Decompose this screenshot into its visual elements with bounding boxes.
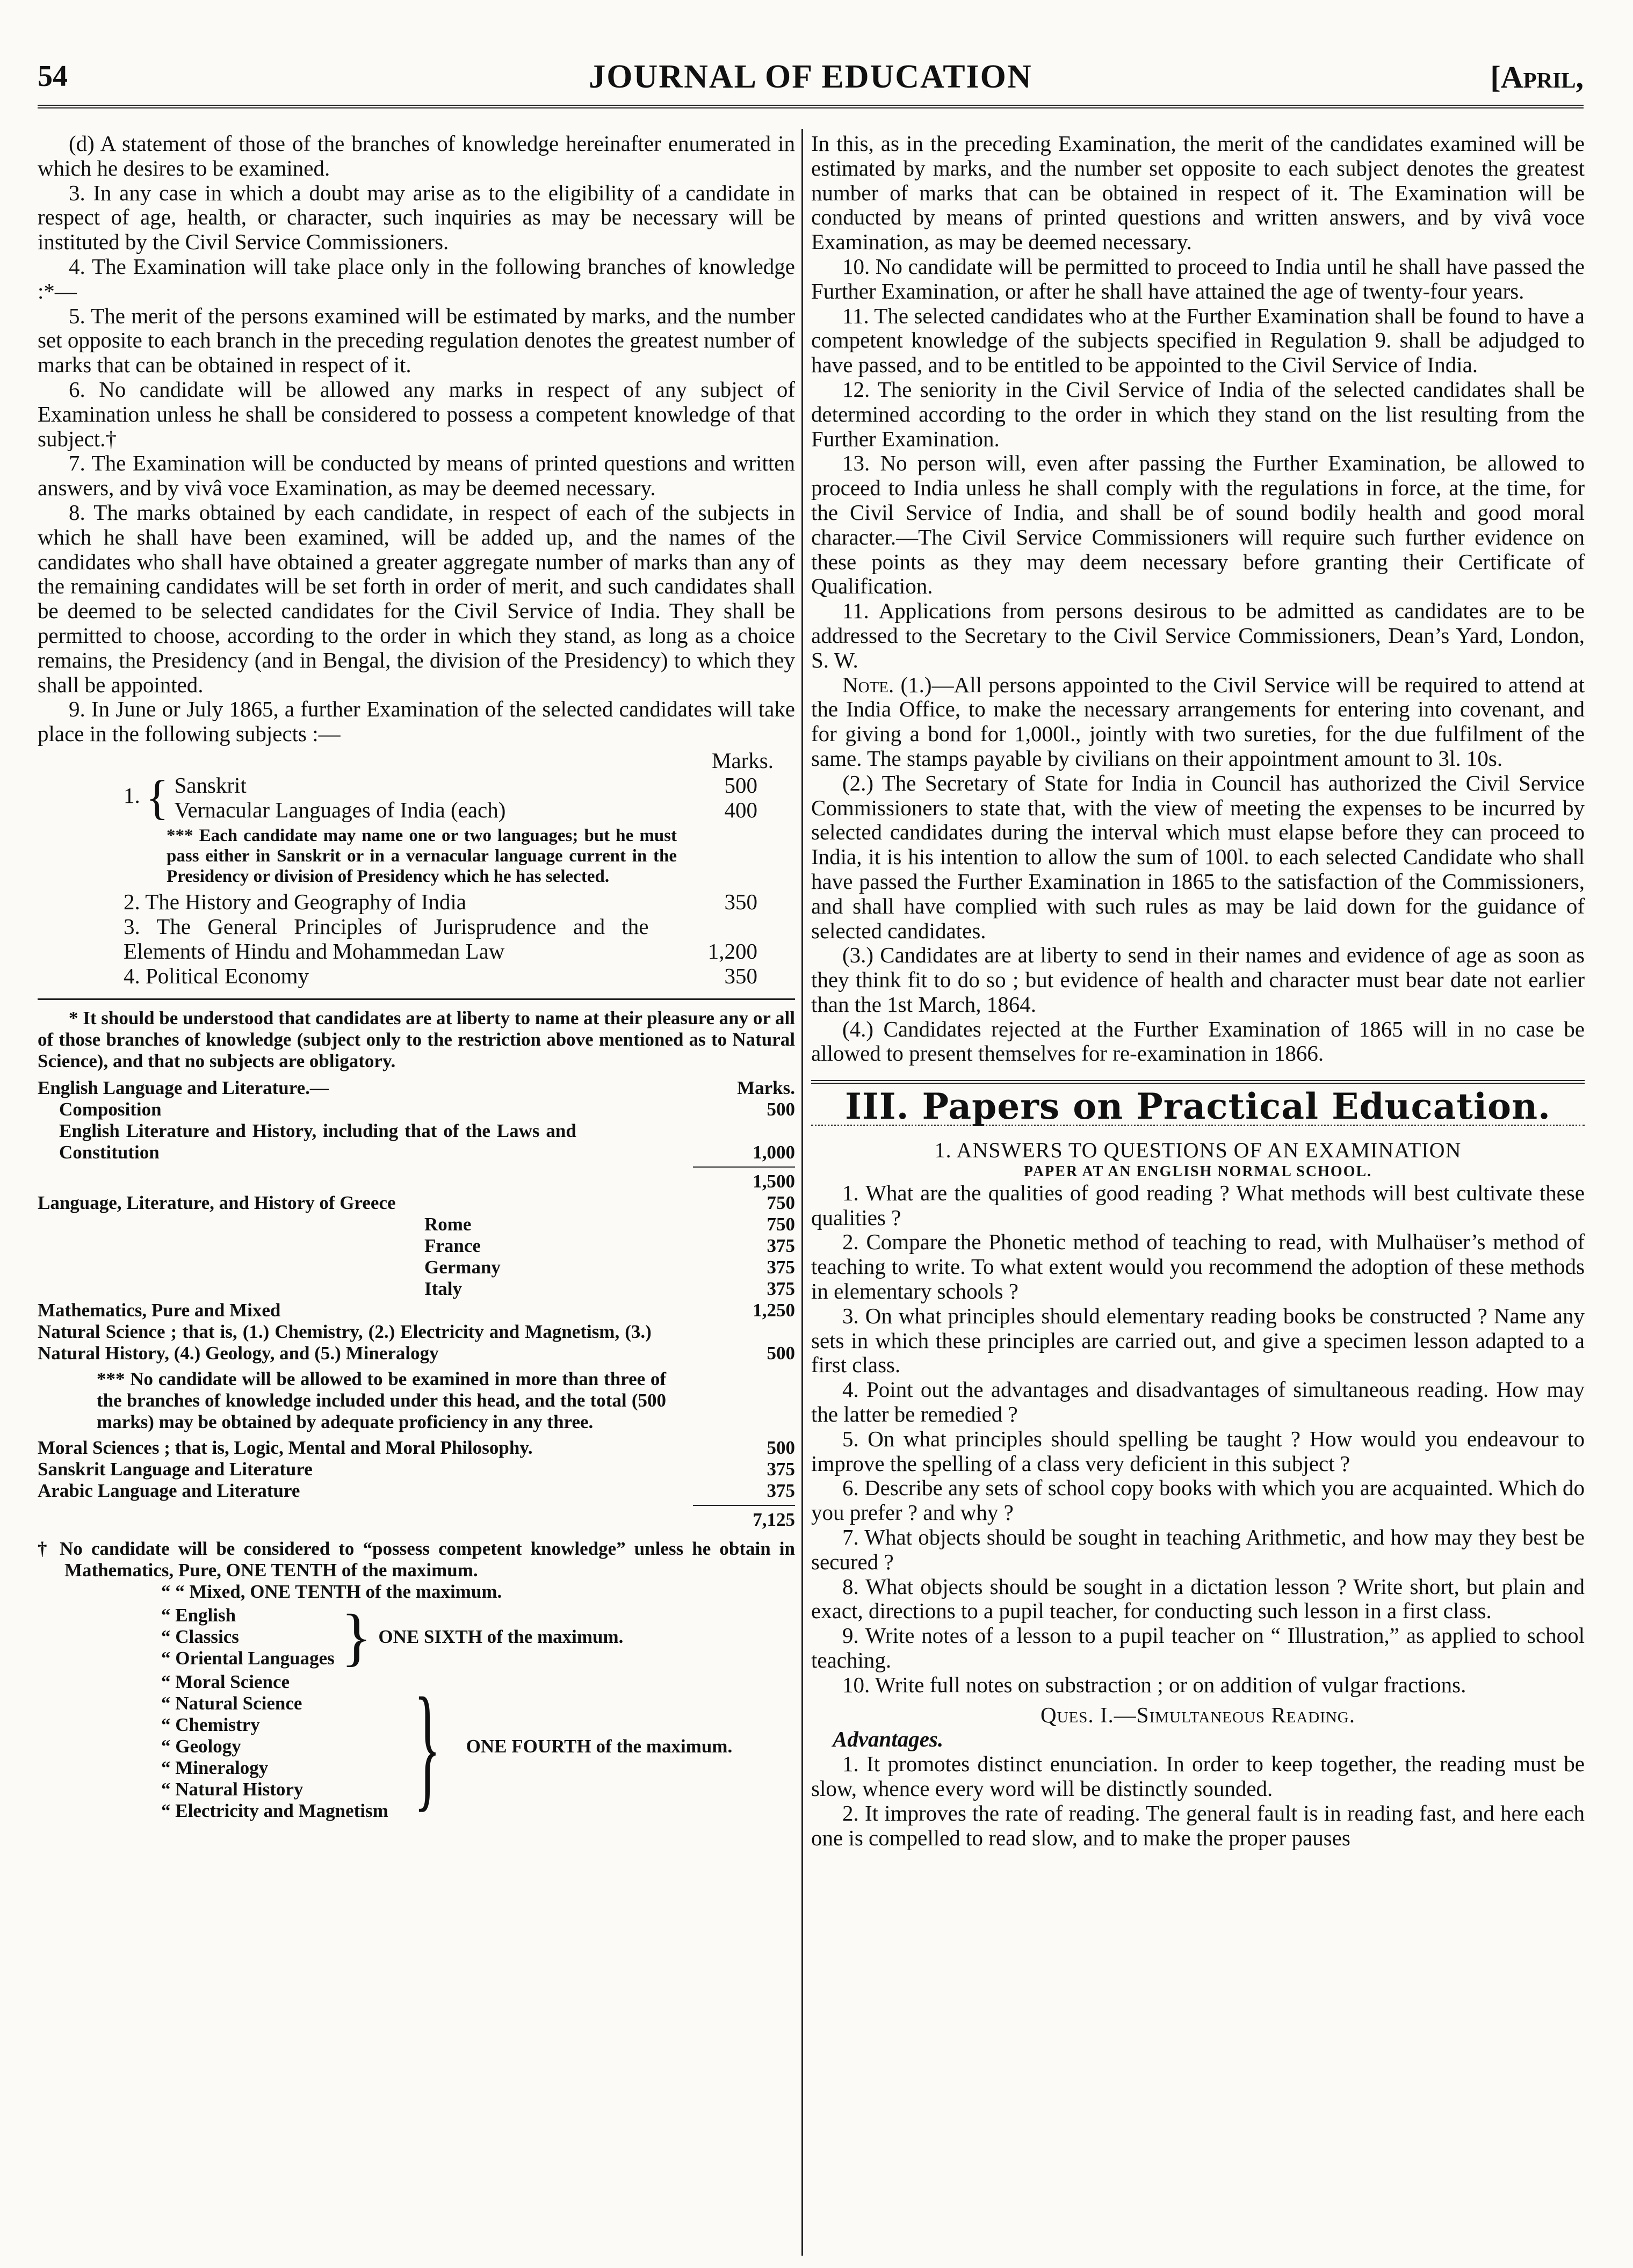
english-heading: English Language and Literature.— xyxy=(38,1077,329,1098)
r-paragraph-11b: 11. Applications from persons desirous to be admitted as candidates are to be addressed to the Secretary to the Civil Service Commissioners, Dean’s Yard, London, S. W. xyxy=(811,598,1585,672)
mixed-line: “ “ Mixed, ONE TENTH of the maximum. xyxy=(161,1581,502,1602)
natsci-note: *** No candidate will be allowed to be examined in more than three of the branches of knowledge included under this head, and the total (500 marks) may be obtained by adequate proficiency in any three. xyxy=(97,1368,666,1432)
item1b-label: Vernacular Languages of India (each) xyxy=(174,797,506,822)
grp2-brace: } xyxy=(414,1669,441,1824)
item4-marks: 350 xyxy=(724,963,757,988)
item3-marks: 1,200 xyxy=(707,938,757,963)
natsci-marks: 500 xyxy=(767,1342,795,1364)
footnote-block xyxy=(38,1008,795,1822)
grp1-label: ONE SIXTH of the maximum. xyxy=(378,1626,624,1647)
sanskrit-marks: 375 xyxy=(767,1458,795,1480)
note-4: (4.) Candidates rejected at the Further Examination of 1865 will in no case be allowed to present themselves for re-examination in 1866. xyxy=(811,1016,1585,1066)
grp1-english: “ English xyxy=(161,1604,236,1626)
note-3: (3.) Candidates are at liberty to send in their names and evidence of age as soon as they think fit to do so ; but evidence of health and character must bear date not earlier than the 1st March, 1864. xyxy=(811,943,1585,1017)
note-1-text: (1.)—All persons appointed to the Civil Service will be required to attend at the India Office, to make the necessary arrangements for entering into covenant, and for giving a bond for 1,000l., jointly with two sureties, for the due fulfilment of the same. The stamps payable by civilians on their appointment amount to 3l. 10s. xyxy=(811,672,1585,771)
r-paragraph-10: 10. No candidate will be permitted to proceed to India until he shall have passed the Further Examination, or after he shall have attained the age of twenty-four years. xyxy=(811,253,1585,303)
germany-label: Germany xyxy=(424,1256,501,1278)
grp1-classics: “ Classics xyxy=(161,1626,239,1647)
section-title: III. Papers on Practical Education. xyxy=(844,1085,1551,1128)
note-1 xyxy=(811,673,1585,771)
grp2-electricity: “ Electricity and Magnetism xyxy=(161,1800,388,1821)
question-5: 5. On what principles should spelling be taught ? How would you endeavour to improve the spelling of a class very deficient in this subject ? xyxy=(811,1426,1585,1476)
english-lit-marks: 1,000 xyxy=(753,1141,795,1163)
page-number: 54 xyxy=(38,60,68,93)
grp2-natural: “ Natural Science xyxy=(161,1692,302,1714)
subtotal: 1,500 xyxy=(753,1170,795,1192)
sanskrit-label: Sanskrit Language and Literature xyxy=(38,1458,313,1480)
question-6: 6. Describe any sets of school copy books with which you are acquainted. Which do you prefer ? and why ? xyxy=(811,1475,1585,1525)
item1-brace: { xyxy=(146,771,169,824)
item1a-marks: 500 xyxy=(724,772,757,798)
advantage-2: 2. It improves the rate of reading. The general fault is in reading fast, and here each one is compelled to read slow, and to make the proper pauses xyxy=(811,1800,1585,1850)
total-rule xyxy=(693,1505,795,1506)
r-paragraph-13: 13. No person will, even after passing the Further Examination, be allowed to proceed to India unless he shall comply with the regulations in force, at the time, for the Civil Service of India, and shall be of sound bodily health and good moral character.—The Civil Service Commissioners will require such further evidence on these points as they may deem necessary before granting their Certificate of Qualification. xyxy=(811,451,1585,599)
moral-marks: 500 xyxy=(767,1437,795,1458)
left-column xyxy=(38,132,795,1822)
section-rule-top xyxy=(811,1080,1585,1084)
france-marks: 375 xyxy=(767,1235,795,1256)
advantages-heading: Advantages. xyxy=(833,1727,944,1752)
header-rule xyxy=(38,105,1584,108)
advantage-1: 1. It promotes distinct enunciation. In order to keep together, the reading must be slow, whence every word will be distinctly sounded. xyxy=(811,1751,1585,1801)
running-header xyxy=(38,53,1584,104)
further-exam-table xyxy=(38,749,795,989)
fourth-group xyxy=(38,1671,795,1822)
germany-marks: 375 xyxy=(767,1256,795,1278)
note-label: Note. xyxy=(842,672,894,697)
item3-label: 3. The General Principles of Jurisprudence and the Elements of Hindu and Mohammedan Law xyxy=(124,914,649,963)
grand-total: 7,125 xyxy=(753,1509,795,1530)
paragraph-4: 4. The Examination will take place only in the following branches of knowledge :*— xyxy=(38,253,795,303)
paragraph-9: 9. In June or July 1865, a further Examination of the selected candidates will take place in the following subjects :— xyxy=(38,697,795,747)
r-paragraph-11: 11. The selected candidates who at the Further Examination shall be found to have a competent knowledge of the subjects specified in Regulation 9. shall be adjudged to have passed, and to be entitled to be appointed to the Civil Service of India. xyxy=(811,303,1585,378)
right-column xyxy=(811,132,1585,1850)
natsci-label: Natural Science ; that is, (1.) Chemistry, (2.) Electricity and Magnetism, (3.) Natural History, (4.) Geology, and (5.) Mineralogy xyxy=(38,1321,652,1364)
paragraph-3: 3. In any case in which a doubt may arise as to the eligibility of a candidate in respect of age, health, or character, such inquiries as may be necessary will be instituted by the Civil Service Commissioners. xyxy=(38,180,795,255)
issue-month: [April, xyxy=(1490,60,1584,95)
arabic-label: Arabic Language and Literature xyxy=(38,1480,300,1501)
languages-note: *** Each candidate may name one or two languages; but he must pass either in Sanskrit or in a vernacular language current in the Presidency or division of Presidency which he has selected. xyxy=(167,826,677,887)
grp2-moral: “ Moral Science xyxy=(161,1671,290,1692)
item1-number: 1. xyxy=(124,782,140,808)
paragraph-6: 6. No candidate will be allowed any marks in respect of any subject of Examination unless he shall be considered to possess a competent knowledge of that subject.† xyxy=(38,376,795,451)
question-4: 4. Point out the advantages and disadvantages of simultaneous reading. How may the latter be remedied ? xyxy=(811,1377,1585,1427)
paragraph-7: 7. The Examination will be conducted by means of printed questions and written answers, and by vivâ voce Examination, as may be deemed necessary. xyxy=(38,451,795,501)
subsection-title: 1. ANSWERS TO QUESTIONS OF AN EXAMINATION xyxy=(934,1138,1462,1163)
subjects-marks-header: Marks. xyxy=(737,1077,795,1098)
rome-marks: 750 xyxy=(767,1213,795,1235)
grp2-nathistory: “ Natural History xyxy=(161,1778,304,1800)
question-7: 7. What objects should be sought in teaching Arithmetic, and how may they best be secured ? xyxy=(811,1525,1585,1574)
grp2-chemistry: “ Chemistry xyxy=(161,1714,260,1735)
footnote-dagger: † No candidate will be considered to “possess competent knowledge” unless he obtain in Mathematics, Pure, ONE TENTH of the maximum. xyxy=(38,1538,795,1581)
question-10: 10. Write full notes on substraction ; or on addition of vulgar fractions. xyxy=(842,1672,1466,1697)
grp2-geology: “ Geology xyxy=(161,1735,241,1757)
subsection-subtitle: PAPER AT AN ENGLISH NORMAL SCHOOL. xyxy=(1023,1163,1372,1180)
item2-label: 2. The History and Geography of India xyxy=(124,889,467,915)
greece-label: Language, Literature, and History of Greece xyxy=(38,1192,396,1213)
item2-marks: 350 xyxy=(724,889,757,915)
question-3: 3. On what principles should elementary reading books be constructed ? Name any sets in which these principles are carried out, and give a specimen lesson adapted to a first class. xyxy=(811,1303,1585,1378)
arabic-marks: 375 xyxy=(767,1480,795,1501)
math-label: Mathematics, Pure and Mixed xyxy=(38,1299,281,1321)
english-lit-label: English Literature and History, including that of the Laws and Constitution xyxy=(59,1120,576,1163)
grp2-mineralogy: “ Mineralogy xyxy=(161,1757,269,1778)
column-divider xyxy=(801,129,803,2256)
footnote-rule xyxy=(38,998,795,1000)
item1b-marks: 400 xyxy=(724,797,757,822)
france-label: France xyxy=(424,1235,481,1256)
journal-title: JOURNAL OF EDUCATION xyxy=(589,59,1032,95)
marks-header: Marks. xyxy=(711,748,774,773)
item4-label: 4. Political Economy xyxy=(124,963,309,988)
greece-marks: 750 xyxy=(767,1192,795,1213)
subjects-table xyxy=(38,1077,795,1531)
italy-marks: 375 xyxy=(767,1278,795,1299)
question-2: 2. Compare the Phonetic method of teaching to read, with Mulhaüser’s method of teaching to write. To what extent would you recommend the adoption of these methods in elementary schools ? xyxy=(811,1229,1585,1304)
grp1-brace: } xyxy=(341,1600,372,1672)
paragraph-d: (d) A statement of those of the branches of knowledge hereinafter enumerated in which he desires to be examined. xyxy=(38,131,795,180)
paragraph-5: 5. The merit of the persons examined will be estimated by marks, and the number set opposite to each branch in the preceding regulation denotes the greatest number of marks that can be obtained in respect of it. xyxy=(38,303,795,378)
item1a-label: Sanskrit xyxy=(174,772,247,798)
question-8: 8. What objects should be sought in a dictation lesson ? Write short, but plain and exact, directions to a pupil teacher, for conducting such lesson in a first class. xyxy=(811,1574,1585,1624)
question-9: 9. Write notes of a lesson to a pupil teacher on “ Illustration,” as applied to school teaching. xyxy=(811,1623,1585,1673)
question-1: 1. What are the qualities of good reading ? What methods will best cultivate these qualities ? xyxy=(811,1180,1585,1230)
grp1-oriental: “ Oriental Languages xyxy=(161,1647,335,1669)
composition-marks: 500 xyxy=(767,1098,795,1120)
composition-label: Composition xyxy=(59,1098,162,1120)
r-paragraph-12: 12. The seniority in the Civil Service of India of the selected candidates shall be determined according to the order in which they stand on the list resulting from the Further Examination. xyxy=(811,376,1585,451)
sixth-group xyxy=(38,1600,795,1672)
note-2: (2.) The Secretary of State for India in Council has authorized the Civil Service Commissioners to state that, with the view of meeting the expenses to be incurred by selected candidates during the interval which must elapse before they can proceed to India, it is his intention to allow the sum of 100l. to each selected Candidate who shall have passed the Further Examination in 1865 to the satisfaction of the Commissioners, and shall have complied with such rules as may be laid down for the guidance of selected candidates. xyxy=(811,770,1585,943)
paragraph-8: 8. The marks obtained by each candidate, in respect of each of the subjects in which he shall have been examined, will be added up, and the names of the candidates who shall have obtained a greater aggregate number of marks than any of the remaining candidates will be set forth in order of merit, and such candidates shall be deemed to be selected candidates for the Civil Service of India. They shall be permitted to choose, according to the order in which they stand, as long as a choice remains, the Presidency (and in Bengal, the division of the Presidency) to which they shall be appointed. xyxy=(38,499,795,697)
grp2-label: ONE FOURTH of the maximum. xyxy=(466,1735,733,1757)
answer-heading: Ques. I.—Simultaneous Reading. xyxy=(1040,1702,1356,1727)
math-marks: 1,250 xyxy=(753,1299,795,1321)
rome-label: Rome xyxy=(424,1213,472,1235)
r-paragraph-0: In this, as in the preceding Examination, the merit of the candidates examined will be estimated by marks, and the number set opposite to each subject denotes the greatest number of marks that can be obtained in respect of it. The Examination will be conducted by means of printed questions and written answers, and by vivâ voce Examination, as may be deemed necessary. xyxy=(811,131,1585,255)
subtotal-rule xyxy=(693,1166,795,1168)
footnote-star: * It should be understood that candidates are at liberty to name at their pleasure any or all of those branches of knowledge (subject only to the restriction above mentioned as to Natural Science), and that no subjects are obligatory. xyxy=(38,1007,795,1071)
moral-label: Moral Sciences ; that is, Logic, Mental and Moral Philosophy. xyxy=(38,1437,533,1458)
italy-label: Italy xyxy=(424,1278,462,1299)
